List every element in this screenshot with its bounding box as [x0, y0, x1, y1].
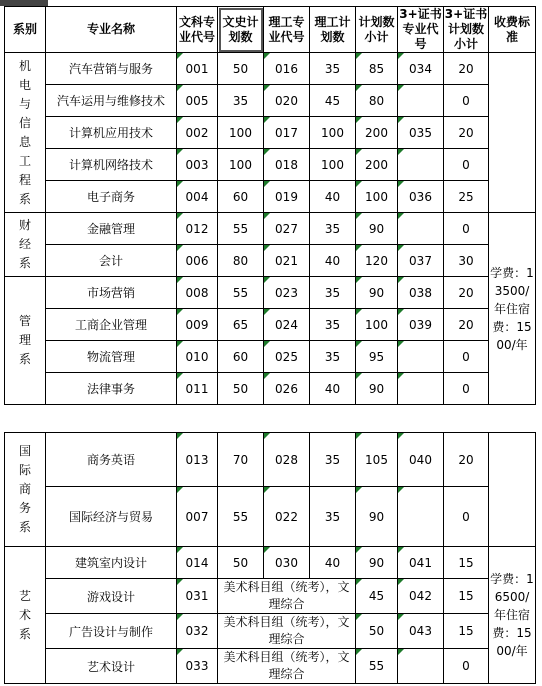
arts-code-cell[interactable]: 031: [177, 579, 218, 614]
fee-empty-cell[interactable]: [489, 433, 536, 547]
major-name-cell[interactable]: 国际经济与贸易: [46, 487, 177, 547]
cert-code-cell[interactable]: [398, 85, 444, 117]
sci-code-cell[interactable]: 016: [264, 53, 310, 85]
major-name-cell[interactable]: 建筑室内设计: [46, 547, 177, 579]
dept-yishu-cell-text: 艺术系: [18, 588, 31, 641]
cert-code-cell[interactable]: [398, 487, 444, 547]
cert-code-cell[interactable]: 038: [398, 277, 444, 309]
sci-code-cell[interactable]: 026: [264, 373, 310, 405]
cert-code-cell[interactable]: [398, 341, 444, 373]
table-row: [5, 245, 536, 277]
table-row: [5, 277, 536, 309]
table-row: [5, 341, 536, 373]
fee-cell-a[interactable]: [489, 213, 536, 405]
sci-plan-cell[interactable]: 40: [310, 547, 356, 579]
arts-code-cell[interactable]: 014: [177, 547, 218, 579]
enrollment-table-lower: [4, 432, 536, 684]
cert-plan-cell[interactable]: 0: [444, 85, 489, 117]
sci-plan-cell[interactable]: 100: [310, 149, 356, 181]
sheet-gap: [0, 409, 542, 431]
cert-plan-cell[interactable]: 0: [444, 373, 489, 405]
total-cell[interactable]: 90: [356, 547, 398, 579]
fee-cell-b-text: 学费：16500/年住宿费：1500/年: [490, 572, 534, 658]
art-subject-cell[interactable]: 美术科目组（统考），文理综合: [218, 649, 356, 684]
table-row: [5, 181, 536, 213]
sci-code-cell[interactable]: 025: [264, 341, 310, 373]
major-name-cell[interactable]: 商务英语: [46, 433, 177, 487]
sci-plan-cell[interactable]: 35: [310, 487, 356, 547]
arts-plan-cell[interactable]: 55: [218, 487, 264, 547]
sci-plan-cell[interactable]: 35: [310, 213, 356, 245]
header-major: 专业名称: [46, 7, 177, 53]
sci-plan-cell[interactable]: 35: [310, 341, 356, 373]
total-cell[interactable]: 105: [356, 433, 398, 487]
major-name-cell[interactable]: 汽车运用与维修技术: [46, 85, 177, 117]
arts-plan-cell[interactable]: 60: [218, 181, 264, 213]
cert-code-cell[interactable]: 042: [398, 579, 444, 614]
table-row: [5, 149, 536, 181]
dept-yishu-cell[interactable]: [5, 547, 46, 684]
header-sci-plan: 理工计划数: [310, 7, 356, 53]
fee-cell-b[interactable]: [489, 547, 536, 684]
major-name-cell[interactable]: 工商企业管理: [46, 309, 177, 341]
total-cell[interactable]: 55: [356, 649, 398, 684]
header-dept: 系别: [5, 7, 46, 53]
total-cell[interactable]: 200: [356, 149, 398, 181]
cert-plan-cell[interactable]: 20: [444, 53, 489, 85]
major-name-cell[interactable]: 法律事务: [46, 373, 177, 405]
cert-code-cell[interactable]: 040: [398, 433, 444, 487]
cert-code-cell[interactable]: 037: [398, 245, 444, 277]
cert-code-cell[interactable]: [398, 213, 444, 245]
arts-plan-cell[interactable]: 80: [218, 245, 264, 277]
arts-plan-cell[interactable]: 100: [218, 117, 264, 149]
cert-plan-cell[interactable]: 0: [444, 487, 489, 547]
dept-guanli-cell-text: 管理系: [18, 314, 31, 366]
fee-cell-a-text: 学费：13500/年住宿费：1500/年: [490, 265, 534, 352]
arts-plan-cell[interactable]: 50: [218, 53, 264, 85]
arts-code-cell[interactable]: 004: [177, 181, 218, 213]
dept-caijing-cell[interactable]: [5, 213, 46, 277]
total-cell[interactable]: 90: [356, 373, 398, 405]
total-cell[interactable]: 80: [356, 85, 398, 117]
arts-plan-cell[interactable]: 100: [218, 149, 264, 181]
arts-code-cell[interactable]: 009: [177, 309, 218, 341]
table-row: [5, 547, 536, 579]
cert-plan-cell[interactable]: 0: [444, 213, 489, 245]
major-name-cell[interactable]: 电子商务: [46, 181, 177, 213]
sci-code-cell[interactable]: 027: [264, 213, 310, 245]
sci-plan-cell[interactable]: 35: [310, 433, 356, 487]
arts-code-cell[interactable]: 002: [177, 117, 218, 149]
sci-code-cell[interactable]: 021: [264, 245, 310, 277]
arts-plan-cell[interactable]: 50: [218, 373, 264, 405]
sci-plan-cell[interactable]: 40: [310, 373, 356, 405]
sci-plan-cell[interactable]: 35: [310, 309, 356, 341]
header-row: [5, 7, 536, 53]
table-row: [5, 433, 536, 487]
cert-plan-cell[interactable]: 30: [444, 245, 489, 277]
cert-plan-cell[interactable]: 20: [444, 309, 489, 341]
header-total: 计划数小计: [356, 7, 398, 53]
cert-code-cell[interactable]: 041: [398, 547, 444, 579]
arts-code-cell[interactable]: 012: [177, 213, 218, 245]
arts-code-cell[interactable]: 003: [177, 149, 218, 181]
major-name-cell[interactable]: 计算机网络技术: [46, 149, 177, 181]
header-arts-code: 文科专业代号: [177, 7, 218, 53]
table-row: [5, 309, 536, 341]
major-name-cell[interactable]: 金融管理: [46, 213, 177, 245]
table-row: [5, 649, 536, 684]
table-row: [5, 85, 536, 117]
total-cell[interactable]: 85: [356, 53, 398, 85]
sci-code-cell[interactable]: 024: [264, 309, 310, 341]
sci-code-cell[interactable]: 020: [264, 85, 310, 117]
arts-plan-cell[interactable]: 55: [218, 213, 264, 245]
sci-plan-cell[interactable]: 40: [310, 181, 356, 213]
dept-guanli-cell[interactable]: [5, 277, 46, 405]
cert-plan-cell[interactable]: 0: [444, 149, 489, 181]
arts-code-cell[interactable]: 007: [177, 487, 218, 547]
major-name-cell[interactable]: 游戏设计: [46, 579, 177, 614]
arts-plan-cell[interactable]: 35: [218, 85, 264, 117]
arts-code-cell[interactable]: 033: [177, 649, 218, 684]
table-row: [5, 487, 536, 547]
enrollment-table-upper: [4, 6, 536, 405]
major-name-cell[interactable]: 广告设计与制作: [46, 614, 177, 649]
major-name-cell[interactable]: 物流管理: [46, 341, 177, 373]
art-subject-cell[interactable]: 美术科目组（统考），文理综合: [218, 579, 356, 614]
arts-plan-cell[interactable]: 60: [218, 341, 264, 373]
header-fee: 收费标准: [489, 7, 536, 53]
cert-plan-cell[interactable]: 0: [444, 341, 489, 373]
total-cell[interactable]: 50: [356, 614, 398, 649]
cert-plan-cell[interactable]: 20: [444, 433, 489, 487]
cert-code-cell[interactable]: 039: [398, 309, 444, 341]
sci-code-cell[interactable]: 023: [264, 277, 310, 309]
major-name-cell[interactable]: 会计: [46, 245, 177, 277]
sci-plan-cell[interactable]: 35: [310, 277, 356, 309]
table-row: [5, 373, 536, 405]
header-cert-plan: 3+证书计划数小计: [444, 7, 488, 51]
sci-plan-cell[interactable]: 40: [310, 245, 356, 277]
sci-code-cell[interactable]: 030: [264, 547, 310, 579]
cert-plan-cell[interactable]: 15: [444, 614, 489, 649]
total-cell[interactable]: 120: [356, 245, 398, 277]
total-cell[interactable]: 200: [356, 117, 398, 149]
sci-plan-cell[interactable]: 45: [310, 85, 356, 117]
arts-code-cell[interactable]: 008: [177, 277, 218, 309]
major-name-cell[interactable]: 艺术设计: [46, 649, 177, 684]
sci-code-cell[interactable]: 028: [264, 433, 310, 487]
header-cert-code: 3+证书专业代号: [399, 7, 442, 51]
cert-plan-cell[interactable]: 20: [444, 277, 489, 309]
total-cell[interactable]: 90: [356, 487, 398, 547]
arts-code-cell[interactable]: 010: [177, 341, 218, 373]
art-subject-cell[interactable]: 美术科目组（统考），文理综合: [218, 614, 356, 649]
total-cell[interactable]: 90: [356, 213, 398, 245]
cert-plan-cell[interactable]: 25: [444, 181, 489, 213]
arts-code-cell[interactable]: 006: [177, 245, 218, 277]
cert-plan-cell[interactable]: 0: [444, 649, 489, 684]
table-row: [5, 53, 536, 85]
table-row: [5, 213, 536, 245]
total-cell[interactable]: 90: [356, 277, 398, 309]
sci-plan-cell[interactable]: 100: [310, 117, 356, 149]
dept-jidian-cell-text: 机电与信息工程系: [18, 58, 31, 206]
total-cell[interactable]: 100: [356, 181, 398, 213]
total-cell[interactable]: 95: [356, 341, 398, 373]
arts-code-cell[interactable]: 011: [177, 373, 218, 405]
table-row: [5, 579, 536, 614]
fee-empty-cell[interactable]: [489, 53, 536, 213]
cert-plan-cell[interactable]: 15: [444, 547, 489, 579]
table-row: [5, 614, 536, 649]
sci-code-cell[interactable]: 019: [264, 181, 310, 213]
arts-code-cell[interactable]: 005: [177, 85, 218, 117]
table-row: [5, 117, 536, 149]
dept-jidian-cell[interactable]: [5, 53, 46, 213]
major-name-cell[interactable]: 市场营销: [46, 277, 177, 309]
cert-code-cell[interactable]: [398, 649, 444, 684]
arts-plan-cell[interactable]: 50: [218, 547, 264, 579]
header-arts-plan[interactable]: 文史计划数: [218, 7, 264, 53]
total-cell[interactable]: 45: [356, 579, 398, 614]
cert-code-cell[interactable]: [398, 149, 444, 181]
cert-plan-cell[interactable]: 15: [444, 579, 489, 614]
arts-code-cell[interactable]: 013: [177, 433, 218, 487]
major-name-cell[interactable]: 计算机应用技术: [46, 117, 177, 149]
total-cell[interactable]: 100: [356, 309, 398, 341]
dept-guoji-cell-text: 国际商务系: [18, 444, 31, 534]
arts-code-cell[interactable]: 001: [177, 53, 218, 85]
cert-code-cell[interactable]: 036: [398, 181, 444, 213]
arts-plan-cell[interactable]: 55: [218, 277, 264, 309]
major-name-cell[interactable]: 汽车营销与服务: [46, 53, 177, 85]
sci-code-cell[interactable]: 017: [264, 117, 310, 149]
cert-code-cell[interactable]: 043: [398, 614, 444, 649]
sci-code-cell[interactable]: 022: [264, 487, 310, 547]
arts-code-cell[interactable]: 032: [177, 614, 218, 649]
cert-plan-cell[interactable]: 20: [444, 117, 489, 149]
cert-code-cell[interactable]: [398, 373, 444, 405]
sci-plan-cell[interactable]: 35: [310, 53, 356, 85]
header-sci-code: 理工专业代号: [264, 7, 310, 53]
sci-code-cell[interactable]: 018: [264, 149, 310, 181]
arts-plan-cell[interactable]: 70: [218, 433, 264, 487]
dept-caijing-cell-text: 财经系: [18, 218, 31, 270]
cert-code-cell[interactable]: 035: [398, 117, 444, 149]
cert-code-cell[interactable]: 034: [398, 53, 444, 85]
dept-guoji-cell[interactable]: [5, 433, 46, 547]
arts-plan-cell[interactable]: 65: [218, 309, 264, 341]
